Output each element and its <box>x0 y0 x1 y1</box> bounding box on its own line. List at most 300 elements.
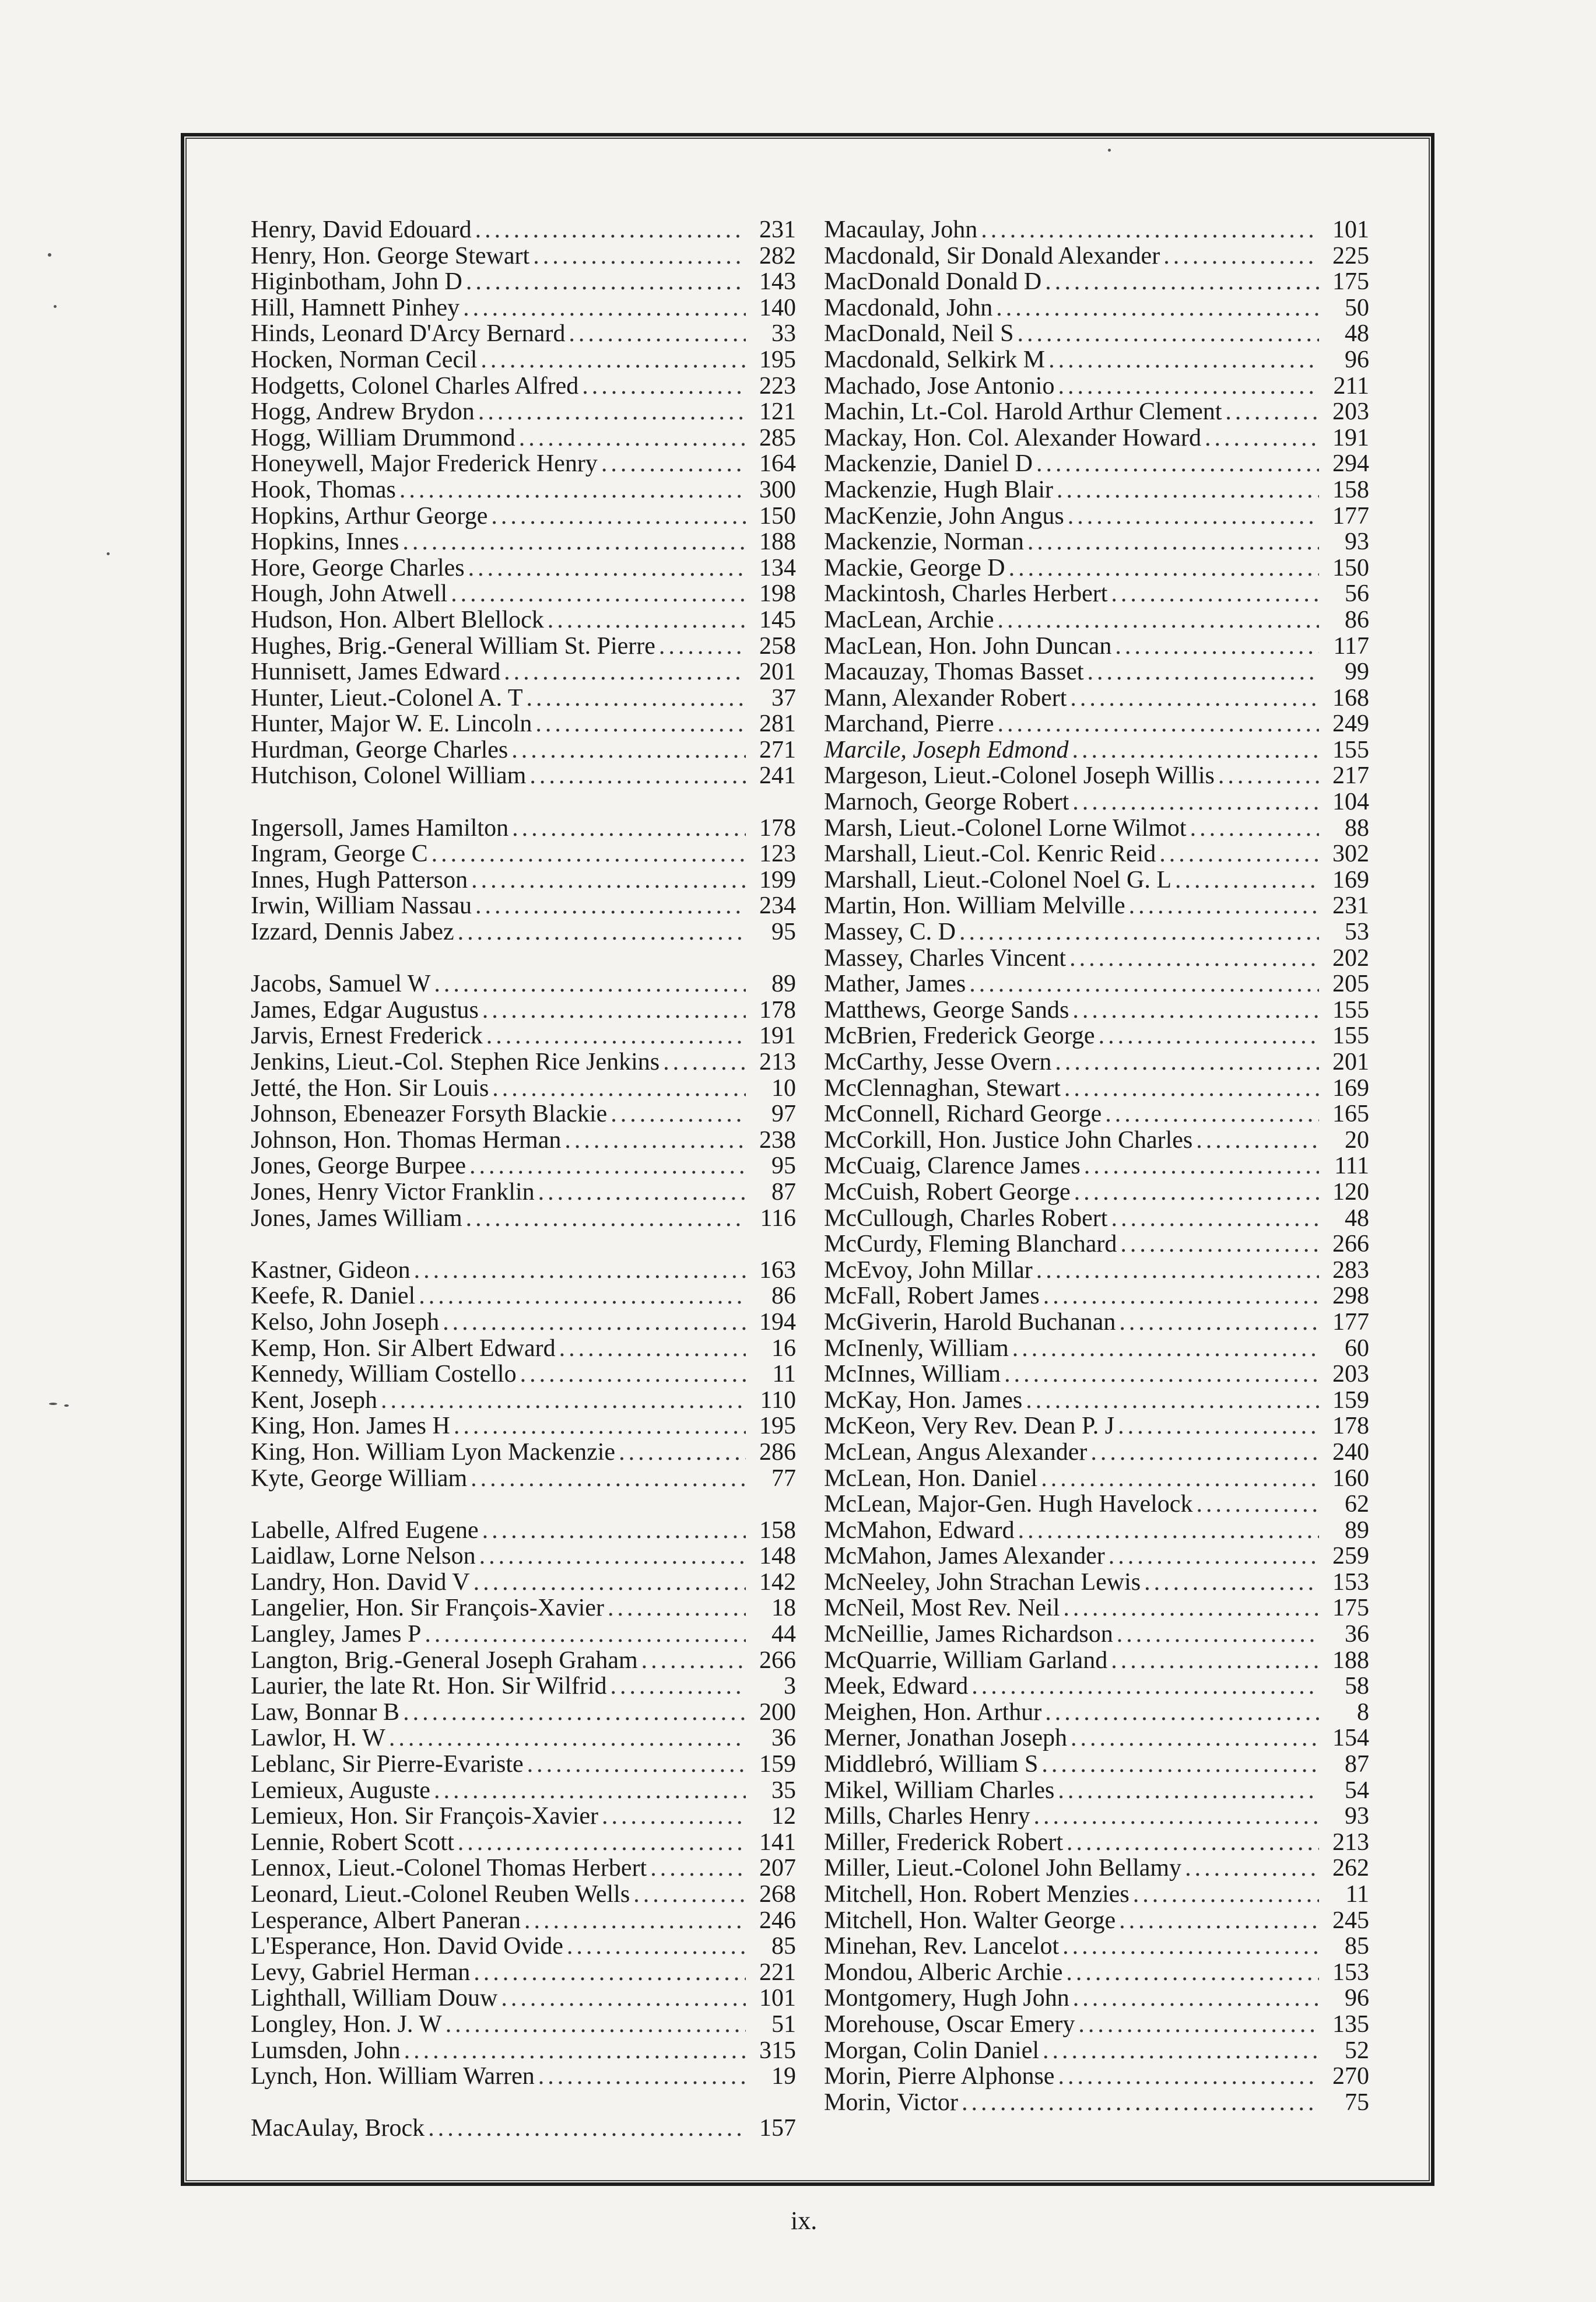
entry-name: Higinbotham, John D <box>251 268 462 296</box>
entry-page: 93 <box>1345 528 1369 556</box>
index-entry <box>251 503 796 530</box>
dot-leader <box>473 1960 746 1986</box>
index-entry <box>251 971 796 997</box>
dot-leader <box>641 1648 746 1674</box>
dot-leader <box>1036 451 1319 477</box>
entry-name: Marchand, Pierre <box>824 710 994 738</box>
dot-leader <box>1026 1387 1319 1414</box>
entry-page: 158 <box>1332 476 1369 503</box>
entry-name: Mather, James <box>824 970 966 998</box>
dot-leader <box>1009 555 1319 581</box>
entry-name: Hunter, Major W. E. Lincoln <box>251 710 532 738</box>
entry-page: 188 <box>1332 1646 1369 1674</box>
index-entry <box>251 685 796 712</box>
entry-page: 191 <box>759 1022 796 1050</box>
dot-leader <box>1066 1960 1319 1986</box>
index-entry <box>251 1985 796 2012</box>
entry-name: Lennox, Lieut.-Colonel Thomas Herbert <box>251 1855 647 1882</box>
index-entry <box>251 1881 796 1908</box>
entry-name: McLean, Angus Alexander <box>824 1438 1088 1466</box>
dot-leader <box>1205 425 1319 451</box>
entry-name: Hudson, Hon. Albert Blellock <box>251 606 544 633</box>
index-entry <box>824 1049 1369 1075</box>
entry-name: Mitchell, Hon. Walter George <box>824 1907 1116 1934</box>
section-gap <box>251 1491 796 1518</box>
dot-leader <box>1017 321 1319 347</box>
index-entry <box>824 1231 1369 1257</box>
index-entry <box>251 1361 796 1387</box>
index-entry <box>251 1803 796 1830</box>
entry-name: Mikel, William Charles <box>824 1777 1055 1804</box>
entry-page: 199 <box>759 866 796 894</box>
index-entry <box>824 1881 1369 1908</box>
index-entry <box>251 1466 796 1492</box>
index-entry <box>251 1830 796 1856</box>
entry-name: Langley, James P <box>251 1621 422 1648</box>
entry-name: Irwin, William Nassau <box>251 892 472 920</box>
entry-page: 111 <box>1334 1152 1369 1180</box>
dot-leader <box>482 997 746 1024</box>
entry-page: 52 <box>1345 2037 1369 2064</box>
dot-leader <box>399 477 746 503</box>
index-entry <box>251 269 796 295</box>
entry-name: Hughes, Brig.-General William St. Pierre <box>251 632 655 660</box>
index-entry <box>824 1543 1369 1569</box>
dot-leader <box>650 1855 746 1881</box>
entry-page: 117 <box>1333 632 1369 660</box>
entry-name: Meighen, Hon. Arthur <box>824 1698 1042 1726</box>
dot-leader <box>1185 1855 1319 1881</box>
entry-name: McQuarrie, William Garland <box>824 1646 1108 1674</box>
entry-name: Longley, Hon. J. W <box>251 2010 442 2038</box>
dot-leader <box>479 1543 746 1569</box>
index-entry <box>251 659 796 685</box>
entry-name: MacDonald Donald D <box>824 268 1042 296</box>
entry-name: Hogg, Andrew Brydon <box>251 398 475 426</box>
dot-leader <box>602 1803 746 1830</box>
entry-page: 178 <box>759 996 796 1024</box>
dot-leader <box>611 1673 746 1700</box>
dot-leader <box>519 425 746 451</box>
index-entry <box>251 1049 796 1075</box>
entry-page: 201 <box>759 658 796 686</box>
dot-leader <box>468 555 746 581</box>
dot-leader <box>1045 269 1319 295</box>
index-entry <box>824 1075 1369 1102</box>
dot-leader <box>1129 893 1319 919</box>
scan-speck <box>48 253 51 257</box>
entry-page: 155 <box>1332 1022 1369 1050</box>
index-entry <box>251 867 796 894</box>
index-entry <box>251 1257 796 1284</box>
index-entry <box>824 451 1369 477</box>
dot-leader <box>1111 581 1319 607</box>
entry-name: Lawlor, H. W <box>251 1725 385 1752</box>
entry-page: 95 <box>771 1152 796 1180</box>
entry-page: 35 <box>771 1777 796 1804</box>
entry-page: 234 <box>759 892 796 920</box>
dot-leader <box>454 1413 746 1439</box>
dot-leader <box>569 321 746 347</box>
index-entry <box>251 1336 796 1362</box>
entry-name: Mills, Charles Henry <box>824 1803 1030 1830</box>
dot-leader <box>619 1439 746 1466</box>
entry-name: Johnson, Ebeneazer Forsyth Blackie <box>251 1101 608 1128</box>
entry-name: L'Esperance, Hon. David Ovide <box>251 1933 563 1960</box>
index-entry <box>824 581 1369 607</box>
index-entry <box>824 841 1369 867</box>
entry-page: 178 <box>759 814 796 842</box>
entry-name: Marshall, Lieut.-Col. Kenric Reid <box>824 840 1156 868</box>
dot-leader <box>1117 1621 1319 1648</box>
index-entry <box>251 1127 796 1154</box>
dot-leader <box>471 1466 746 1492</box>
dot-leader <box>404 2038 746 2064</box>
entry-page: 97 <box>771 1101 796 1128</box>
dot-leader <box>1190 815 1319 842</box>
entry-name: Jones, James William <box>251 1204 462 1232</box>
dot-leader <box>1163 243 1319 269</box>
entry-name: Leblanc, Sir Pierre-Evariste <box>251 1751 524 1778</box>
entry-page: 194 <box>759 1308 796 1336</box>
entry-page: 240 <box>1332 1438 1369 1466</box>
index-entry <box>824 1933 1369 1960</box>
dot-leader <box>501 1985 746 2012</box>
entry-page: 154 <box>1332 1725 1369 1752</box>
dot-leader <box>1090 1439 1319 1466</box>
entry-name: McBrien, Frederick George <box>824 1022 1095 1050</box>
entry-page: 155 <box>1332 736 1369 763</box>
dot-leader <box>981 217 1319 243</box>
index-entry <box>824 971 1369 997</box>
index-entry <box>251 425 796 451</box>
entry-page: 203 <box>1332 398 1369 426</box>
dot-leader <box>1105 1101 1319 1127</box>
dot-leader <box>1074 1179 1319 1206</box>
dot-leader <box>425 1621 746 1648</box>
entry-name: Montgomery, Hugh John <box>824 1985 1069 2012</box>
index-entry <box>824 815 1369 842</box>
dot-leader <box>446 2012 746 2038</box>
entry-page: 258 <box>759 632 796 660</box>
entry-name: Lesperance, Albert Paneran <box>251 1907 521 1934</box>
index-entry <box>824 997 1369 1024</box>
index-entry <box>824 347 1369 373</box>
entry-page: 134 <box>759 554 796 581</box>
entry-page: 283 <box>1332 1256 1369 1284</box>
entry-name: Marcile, Joseph Edmond <box>824 736 1069 763</box>
entry-name: Hunnisett, James Edward <box>251 658 501 686</box>
entry-page: 178 <box>1332 1413 1369 1440</box>
entry-page: 3 <box>784 1673 796 1700</box>
index-entry <box>824 1336 1369 1362</box>
index-entry <box>251 919 796 945</box>
index-entry <box>251 2115 796 2142</box>
entry-page: 238 <box>759 1126 796 1154</box>
dot-leader <box>475 893 746 919</box>
index-entry <box>251 997 796 1024</box>
entry-page: 87 <box>1345 1751 1369 1778</box>
entry-page: 223 <box>759 372 796 400</box>
entry-page: 36 <box>1345 1621 1369 1648</box>
dot-leader <box>611 1101 746 1127</box>
dot-leader <box>1109 1543 1319 1569</box>
entry-name: McGiverin, Harold Buchanan <box>824 1308 1116 1336</box>
entry-page: 77 <box>771 1464 796 1492</box>
entry-name: MacLean, Hon. John Duncan <box>824 632 1112 660</box>
entry-name: Mackenzie, Hugh Blair <box>824 476 1054 503</box>
index-entry <box>824 555 1369 581</box>
index-entry <box>251 1621 796 1648</box>
entry-page: 18 <box>771 1595 796 1622</box>
entry-page: 121 <box>759 398 796 426</box>
entry-name: McCarthy, Jesse Overn <box>824 1049 1052 1075</box>
entry-name: Miller, Lieut.-Colonel John Bellamy <box>824 1855 1182 1882</box>
dot-leader <box>471 867 746 894</box>
dot-leader <box>480 347 746 373</box>
entry-page: 285 <box>759 424 796 451</box>
dot-leader <box>1175 867 1319 894</box>
dot-leader <box>538 1179 746 1206</box>
dot-leader <box>1033 1803 1319 1830</box>
index-entry <box>251 1439 796 1466</box>
index-entry <box>824 1751 1369 1778</box>
entry-page: 93 <box>1345 1803 1369 1830</box>
entry-page: 300 <box>759 476 796 503</box>
dot-leader <box>432 841 746 867</box>
entry-page: 164 <box>759 450 796 478</box>
dot-leader <box>548 607 746 633</box>
entry-page: 51 <box>771 2010 796 2038</box>
entry-name: Mackenzie, Norman <box>824 528 1024 556</box>
entry-page: 153 <box>1332 1568 1369 1596</box>
dot-leader <box>959 919 1319 945</box>
dot-leader <box>1064 1075 1319 1102</box>
entry-name: MacAulay, Brock <box>251 2115 425 2142</box>
entry-page: 116 <box>760 1204 796 1232</box>
dot-leader <box>381 1387 746 1414</box>
entry-name: McNeeley, John Strachan Lewis <box>824 1568 1141 1596</box>
index-entry <box>824 789 1369 815</box>
dot-leader <box>1043 1283 1319 1309</box>
dot-leader <box>998 711 1319 737</box>
dot-leader <box>1058 2063 1319 2090</box>
entry-name: Macdonald, John <box>824 294 993 321</box>
entry-page: 207 <box>759 1855 796 1882</box>
entry-page: 231 <box>759 216 796 243</box>
entry-page: 89 <box>1345 1516 1369 1544</box>
entry-name: McNeil, Most Rev. Neil <box>824 1595 1060 1622</box>
entry-name: Hutchison, Colonel William <box>251 762 527 790</box>
index-entry <box>824 2090 1369 2116</box>
entry-page: 145 <box>759 606 796 633</box>
index-entry <box>824 1257 1369 1284</box>
index-entry <box>824 1283 1369 1309</box>
dot-leader <box>527 1751 746 1778</box>
dot-leader <box>1196 1491 1319 1518</box>
entry-page: 85 <box>771 1933 796 1960</box>
dot-leader <box>1119 1908 1319 1934</box>
dot-leader <box>567 1933 746 1960</box>
entry-page: 142 <box>759 1568 796 1596</box>
dot-leader <box>1012 1336 1319 1362</box>
entry-page: 37 <box>771 684 796 712</box>
index-entry <box>251 1569 796 1596</box>
index-entry <box>251 1960 796 1986</box>
index-entry <box>251 1101 796 1127</box>
entry-page: 153 <box>1332 1958 1369 1986</box>
entry-name: Jetté, the Hon. Sir Louis <box>251 1074 489 1102</box>
entry-page: 8 <box>1357 1698 1369 1726</box>
entry-name: Jones, George Burpee <box>251 1152 466 1180</box>
index-column-left <box>251 217 796 2142</box>
entry-name: Law, Bonnar B <box>251 1698 400 1726</box>
dot-leader <box>538 2063 746 2090</box>
entry-name: Morehouse, Oscar Emery <box>824 2010 1075 2038</box>
entry-page: 315 <box>759 2037 796 2064</box>
entry-page: 104 <box>1332 789 1369 816</box>
entry-page: 259 <box>1332 1543 1369 1570</box>
entry-page: 245 <box>1332 1907 1369 1934</box>
entry-name: Martin, Hon. William Melville <box>824 892 1125 920</box>
index-entry <box>824 1673 1369 1700</box>
index-entry <box>824 243 1369 269</box>
dot-leader <box>1196 1127 1319 1154</box>
entry-name: Meek, Edward <box>824 1673 969 1700</box>
dot-leader <box>529 763 746 789</box>
entry-name: McCorkill, Hon. Justice John Charles <box>824 1126 1193 1154</box>
entry-page: 160 <box>1332 1464 1369 1492</box>
entry-page: 268 <box>759 1881 796 1908</box>
index-entry <box>824 1387 1369 1414</box>
dot-leader <box>402 529 746 555</box>
entry-page: 60 <box>1345 1334 1369 1362</box>
entry-name: McClennaghan, Stewart <box>824 1074 1061 1102</box>
dot-leader <box>511 737 746 763</box>
dot-leader <box>458 919 746 945</box>
entry-name: Ingersoll, James Hamilton <box>251 814 509 842</box>
index-entry <box>251 1387 796 1414</box>
entry-page: 101 <box>1332 216 1369 243</box>
dot-leader <box>466 269 746 295</box>
dot-leader <box>482 1518 746 1544</box>
dot-leader <box>1004 1361 1319 1387</box>
entry-page: 11 <box>1345 1881 1369 1908</box>
index-entry <box>251 1595 796 1621</box>
index-entry <box>251 399 796 425</box>
entry-page: 195 <box>759 1413 796 1440</box>
entry-name: McInenly, William <box>824 1334 1009 1362</box>
index-entry <box>251 841 796 867</box>
section-gap <box>251 1231 796 1257</box>
entry-name: Lennie, Robert Scott <box>251 1828 454 1856</box>
dot-leader <box>1088 659 1319 685</box>
entry-page: 270 <box>1332 2063 1369 2090</box>
dot-leader <box>1225 399 1319 425</box>
entry-name: Keefe, R. Daniel <box>251 1283 416 1310</box>
entry-name: Jenkins, Lieut.-Col. Stephen Rice Jenkins <box>251 1049 660 1075</box>
index-entry <box>824 477 1369 503</box>
entry-page: 195 <box>759 346 796 373</box>
index-entry <box>251 893 796 919</box>
dot-leader <box>1072 789 1319 815</box>
entry-name: Mann, Alexander Robert <box>824 684 1067 712</box>
index-entry <box>824 1778 1369 1804</box>
index-entry <box>824 1023 1369 1049</box>
index-entry <box>251 1153 796 1179</box>
entry-page: 159 <box>1332 1386 1369 1414</box>
index-entry <box>251 321 796 347</box>
index-entry <box>824 1908 1369 1934</box>
entry-name: Hore, George Charles <box>251 554 465 581</box>
dot-leader <box>1058 373 1319 400</box>
dot-leader <box>535 711 746 737</box>
dot-leader <box>1057 477 1319 503</box>
entry-name: Margeson, Lieut.-Colonel Joseph Willis <box>824 762 1215 790</box>
index-entry <box>824 659 1369 685</box>
dot-leader <box>1041 1466 1319 1492</box>
entry-name: Honeywell, Major Frederick Henry <box>251 450 598 478</box>
index-entry <box>824 1361 1369 1387</box>
entry-page: 157 <box>759 2115 796 2142</box>
entry-page: 298 <box>1332 1283 1369 1310</box>
section-gap <box>251 789 796 815</box>
entry-page: 201 <box>1332 1049 1369 1075</box>
entry-page: 213 <box>1332 1828 1369 1856</box>
entry-name: Henry, David Edouard <box>251 216 472 243</box>
dot-leader <box>1067 1830 1319 1856</box>
entry-name: McConnell, Richard George <box>824 1101 1102 1128</box>
dot-leader <box>1055 1049 1319 1075</box>
entry-name: Hogg, William Drummond <box>251 424 515 451</box>
entry-page: 150 <box>1332 554 1369 581</box>
entry-name: Lemieux, Hon. Sir François-Xavier <box>251 1803 599 1830</box>
index-entry <box>251 555 796 581</box>
dot-leader <box>434 1778 746 1804</box>
entry-name: Lighthall, William Douw <box>251 1985 498 2012</box>
entry-name: Kennedy, William Costello <box>251 1361 517 1388</box>
entry-page: 177 <box>1332 502 1369 530</box>
dot-leader <box>491 503 746 530</box>
dot-leader <box>1072 737 1319 763</box>
index-entry <box>824 1830 1369 1856</box>
entry-name: Kastner, Gideon <box>251 1256 411 1284</box>
entry-name: McCullough, Charles Robert <box>824 1204 1108 1232</box>
index-entry <box>824 1179 1369 1206</box>
section-gap <box>251 2090 796 2116</box>
entry-page: 20 <box>1345 1126 1369 1154</box>
entry-page: 213 <box>759 1049 796 1075</box>
index-entry <box>824 1621 1369 1648</box>
entry-page: 143 <box>759 268 796 296</box>
dot-leader <box>443 1309 746 1336</box>
index-column-right <box>824 217 1369 2115</box>
entry-page: 95 <box>771 919 796 946</box>
entry-page: 85 <box>1345 1933 1369 1960</box>
entry-page: 175 <box>1332 268 1369 296</box>
entry-name: King, Hon. William Lyon Mackenzie <box>251 1438 616 1466</box>
dot-leader <box>1073 1985 1319 2012</box>
entry-page: 221 <box>759 1958 796 1986</box>
entry-page: 281 <box>759 710 796 738</box>
dot-leader <box>1218 763 1319 789</box>
index-entry <box>824 373 1369 400</box>
index-entry <box>251 633 796 660</box>
entry-page: 163 <box>759 1256 796 1284</box>
entry-name: Mackie, George D <box>824 554 1005 581</box>
entry-name: Miller, Frederick Robert <box>824 1828 1064 1856</box>
dot-leader <box>1115 633 1319 660</box>
